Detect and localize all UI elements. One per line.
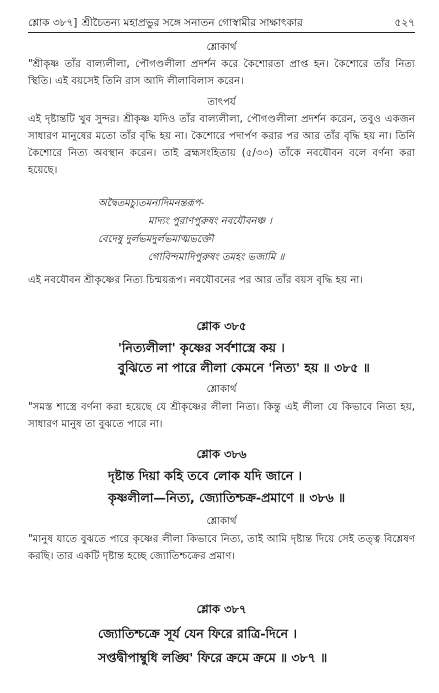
sloka-387-heading: শ্লোক ৩৮৭ (196, 602, 247, 616)
sloka-386-line-1: দৃষ্টান্ত দিয়া কহি তবে লোক যদি জানে । (108, 468, 303, 483)
sloka-385-line-2: বুঝিতে না পারে লীলা কেমনে 'নিত্য' হয় ॥ ৩৮৫ ॥ (118, 360, 370, 375)
translation-label: শ্লোকার্থ (206, 42, 237, 53)
sloka-387-line-2: সপ্তদ্বীপাম্বুধি লঙ্ঘি' ফিরে ক্রমে ক্রমে ॥ ৩৮৭ ॥ (98, 650, 328, 665)
quote-line-3: বেদেষু দুর্লভমদুর্লভমাত্মভক্তৌ (98, 234, 214, 245)
purport-conclusion: এই নবযৌবন শ্রীকৃষ্ণের নিত্য চিন্ময়রূপ। নবযৌবনের পর আর তাঁর বয়স বৃদ্ধি হয় না। (28, 275, 364, 286)
sloka-387-line-1: জ্যোতিশ্চক্রে সূর্য যেন ফিরে রাত্রি-দিনে । (98, 626, 297, 641)
translation-label-2: শ্লোকার্থ (206, 384, 237, 395)
quote-line-1: অদ্বৈতমচ্যুতমনাদিমনন্তরূপ- (98, 198, 205, 209)
running-header (28, 14, 415, 33)
translation-text-2: "সমস্ত শাস্ত্রে বর্ণনা করা হয়েছে যে শ্রীকৃষ্ণের লীলা নিত্য। কিন্তু এই লীলা যে কিভাবে নিত্য হয়, সাধারণ মানুষ তা বুঝতে পারে না। (28, 402, 415, 430)
quote-line-2: মাদ্যং পুরাণপুরুষং নবযৌবনঞ্চ । (148, 216, 272, 227)
translation-label-3: শ্লোকার্থ (206, 516, 237, 527)
purport-label: তাৎপর্য (207, 97, 236, 108)
sloka-385-line-1: 'নিত্যলীলা' কৃষ্ণের সর্বশাস্ত্রে কয় । (118, 340, 285, 355)
purport-text: এই দৃষ্টান্তটি খুব সুন্দর। শ্রীকৃষ্ণ যদিও তাঁর বাল্যলীলা, পৌগণ্ডলীলা প্রদর্শন করেন, তবুও একজন সাধারণ মানুষের মতো তাঁর বৃদ্ধি হয় না। কৈশোরে পদার্পণ করার পর আর তাঁর বৃদ্ধি হয় না। তিনি কৈশোরে নিত্য অবস্থান করেন। তাই ব্রহ্মসংহিতায় (৫/৩৩) তাঁকে নবযৌবন বলে বর্ণনা করা হয়েছে। (28, 114, 415, 176)
header-chapter-title: শ্রীচৈতন্য মহাপ্রভুর সঙ্গে সনাতন গোস্বামীর সাক্ষাৎকার (82, 17, 303, 29)
quote-line-4: গোবিন্দমাদিপুরুষং তমহং ভজামি ॥ (148, 252, 285, 263)
page-number: ৫২৭ (394, 17, 415, 29)
header-verse-ref: শ্লোক ৩৮৭] (28, 17, 78, 29)
sloka-386-line-2: কৃষ্ণলীলা—নিত্য, জ্যোতিশ্চক্র-প্রমাণে ॥ ৩৮৬ ॥ (108, 490, 346, 505)
translation-text: "শ্রীকৃষ্ণ তাঁর বাল্যলীলা, পৌগণ্ডলীলা প্রদর্শন করে কৈশোরতা প্রাপ্ত হন। কৈশোরে তাঁর নিত্য স্থিতি। এই বয়সেই তিনি রাস আদি লীলাবিলাস করেন। (28, 59, 415, 87)
sloka-386-heading: শ্লোক ৩৮৬ (196, 447, 247, 461)
sloka-385-heading: শ্লোক ৩৮৫ (196, 319, 247, 333)
translation-text-3: "মানুষ যাতে বুঝতে পারে কৃষ্ণের লীলা কিভাবে নিত্য, তাই আমি দৃষ্টান্ত দিয়ে সেই তত্ত্ব বিশ্লেষণ করছি। তার একটি দৃষ্টান্ত হচ্ছে জ্যোতিশ্চক্রের প্রমাণ। (28, 534, 415, 562)
